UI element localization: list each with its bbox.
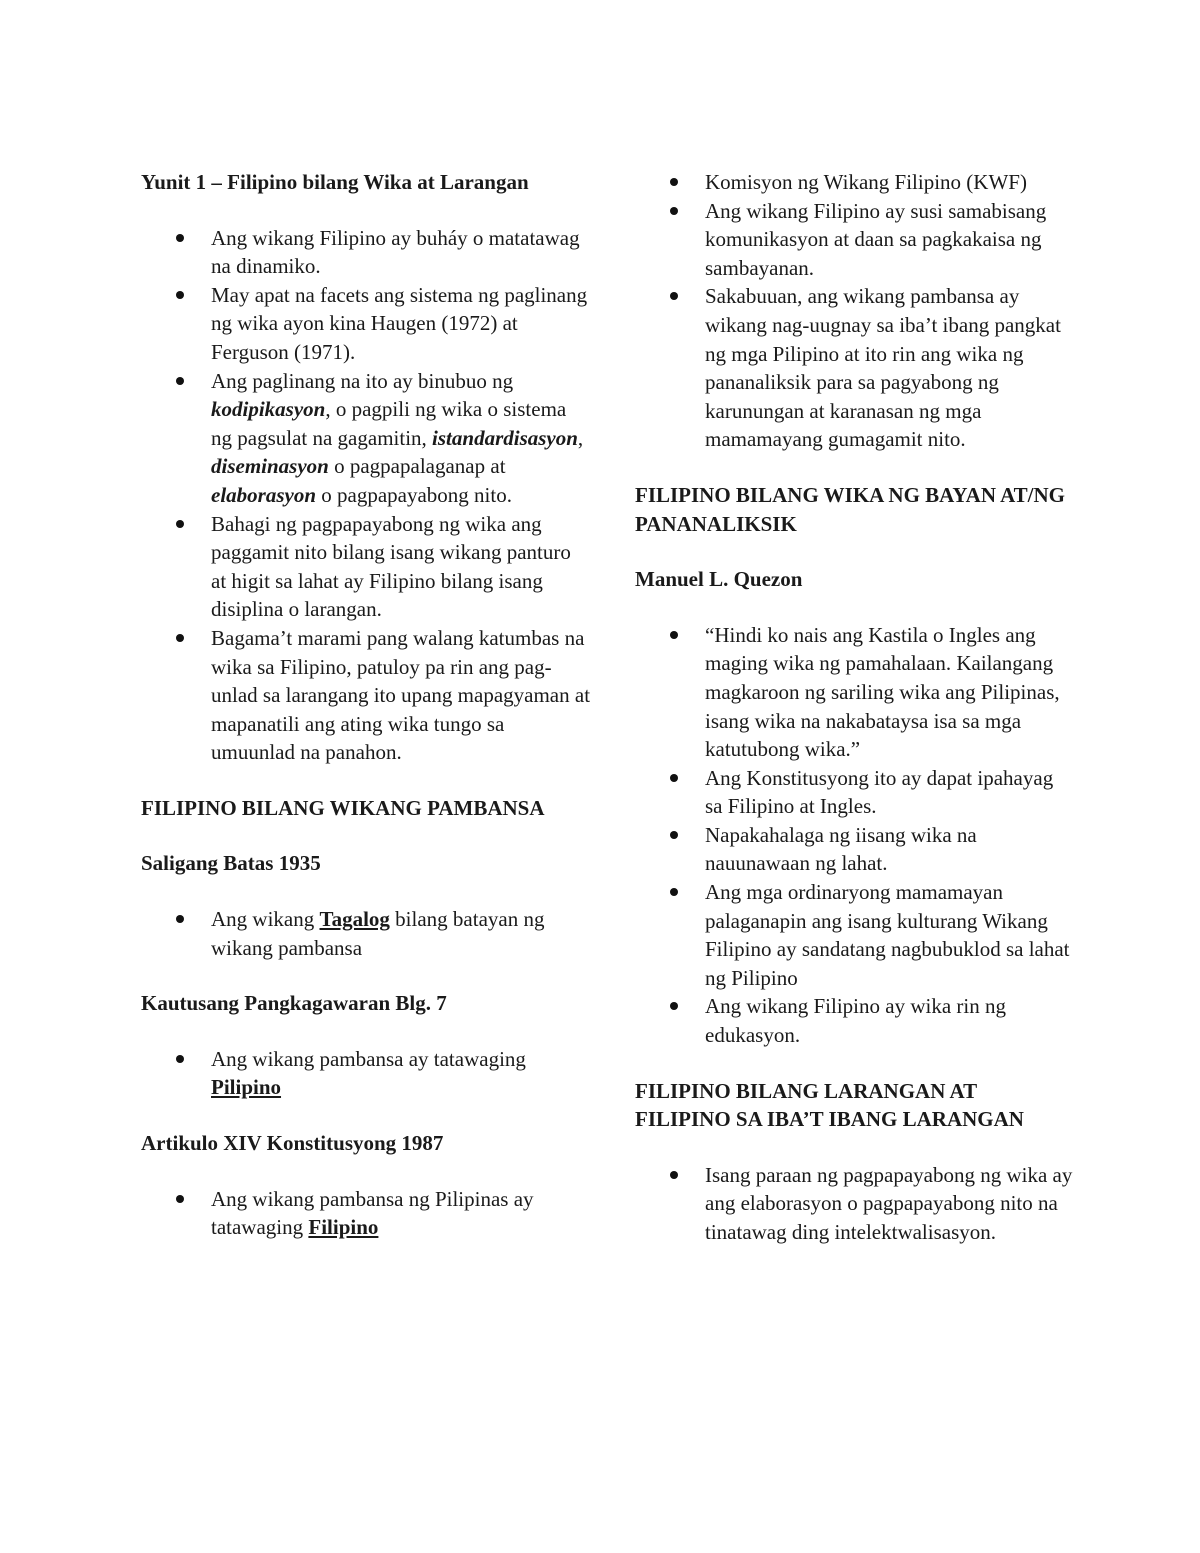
text-run: , o pagpili ng wika o sistema ng pagsulat na gagamitin,: [211, 397, 567, 450]
list-item-text: May apat na facets ang sistema ng paglinang ng wika ayon kina Haugen (1972) at Ferguson (1971).: [211, 282, 588, 364]
bullet-icon: [176, 915, 184, 923]
list-item-text: Bahagi ng pagpapayabong ng wika ang paggamit nito bilang isang wikang panturo at higit sa lahat ay Filipino bilang isang disiplina o larangan.: [211, 511, 571, 622]
list-item: [635, 821, 1075, 878]
left-column: [141, 168, 591, 1242]
list-item: [635, 282, 1075, 454]
bullet-icon: [670, 178, 678, 186]
list-item: [635, 168, 1075, 197]
text-run: ,: [577, 425, 584, 450]
list-item-text: Sakabuuan, ang wikang pambansa ay wikang nag-uugnay sa iba’t ibang pangkat ng mga Pilipino at ito rin ang wika ng pananaliksik para sa pagyabong ng karunungan at karanasan ng mga mamamayang gumagamit nito.: [705, 284, 1061, 452]
list-item: [141, 224, 591, 281]
text-run: bilang batayan ng wikang pambansa: [211, 907, 545, 960]
kautusan-bullet-list: [141, 1045, 591, 1102]
list-item-text: Ang wikang Filipino ay susi samabisang komunikasyon at daan sa pagkakaisa ng sambayanan.: [705, 198, 1047, 280]
term-kodipikasyon: kodipikasyon: [211, 397, 326, 422]
list-item-text: [211, 1047, 526, 1100]
section-heading-wikang-pambansa: FILIPINO BILANG WIKANG PAMBANSA: [141, 795, 545, 820]
term-tagalog: Tagalog: [319, 907, 390, 932]
list-item-text: Komisyon ng Wikang Filipino (KWF): [705, 170, 1027, 194]
term-pilipino: Pilipino: [211, 1075, 282, 1100]
list-item: [635, 197, 1075, 283]
list-item-text: [211, 907, 544, 960]
list-item-text: Ang mga ordinaryong mamamayan palaganapin ang isang kulturang Wikang Filipino ay sandatang nagbubuklod sa lahat ng Pilipino: [705, 880, 1070, 990]
artikulo-bullet-list: [141, 1185, 591, 1242]
bullet-icon: [176, 291, 184, 299]
bullet-icon: [670, 774, 678, 782]
subheading-kautusang-pangkagawaran: Kautusang Pangkagawaran Blg. 7: [141, 991, 447, 1016]
subheading-artikulo-xiv: Artikulo XIV Konstitusyong 1987: [141, 1131, 444, 1156]
list-item: [141, 367, 591, 510]
list-item-text: [211, 1187, 534, 1240]
text-run: Ang paglinang na ito ay binubuo ng: [211, 368, 514, 393]
list-item-text: [211, 369, 583, 507]
text-run: o pagpapayabong nito.: [316, 482, 512, 507]
list-item: [141, 1045, 591, 1102]
bullet-icon: [176, 234, 184, 242]
list-item-text: Napakahalaga ng iisang wika na nauunawaan ng lahat.: [705, 822, 977, 876]
text-run: Ang wikang pambansa ng Pilipinas ay tatawaging: [211, 1186, 534, 1240]
section-heading-wika-ng-bayan: FILIPINO BILANG WIKA NG BAYAN AT/NG PANANALIKSIK: [635, 482, 1066, 536]
subheading-saligang-batas: Saligang Batas 1935: [141, 851, 321, 876]
list-item: [635, 992, 1075, 1049]
section-heading-larangan: FILIPINO BILANG LARANGAN AT FILIPINO SA IBA’T IBANG LARANGAN: [635, 1078, 1024, 1132]
list-item-text: Isang paraan ng pagpapayabong ng wika ay ang elaborasyon o pagpapayabong nito na tinatawag ding intelektwalisasyon.: [705, 1162, 1073, 1244]
list-item: [635, 764, 1075, 821]
term-diseminasyon: diseminasyon: [211, 454, 329, 479]
list-item: [635, 621, 1075, 764]
list-item-text: Ang wikang Filipino ay wika rin ng edukasyon.: [705, 994, 1006, 1048]
bullet-icon: [670, 1002, 678, 1010]
bullet-icon: [670, 207, 678, 215]
list-item: [141, 905, 591, 962]
list-item: [141, 1185, 591, 1242]
list-item-text: Ang Konstitusyong ito ay dapat ipahayag sa Filipino at Ingles.: [705, 765, 1054, 819]
list-item-text: Ang wikang Filipino ay buháy o matatawag na dinamiko.: [211, 225, 580, 279]
bullet-icon: [670, 831, 678, 839]
list-item-text: “Hindi ko nais ang Kastila o Ingles ang maging wika ng pamahalaan. Kailangang magkaroon ng sariling wika ang Pilipinas, isang wika na nakabataysa isa sa mga katutubong wika.”: [705, 622, 1060, 762]
bullet-icon: [176, 634, 184, 642]
text-run: Ang wikang pambansa ay tatawaging: [211, 1046, 526, 1071]
bullet-icon: [176, 520, 184, 528]
saligang-bullet-list: [141, 905, 591, 962]
bullet-icon: [670, 631, 678, 639]
larangan-bullet-list: [635, 1161, 1075, 1247]
term-istandardisasyon: istandardisasyon: [432, 425, 578, 450]
list-item: [635, 1161, 1075, 1247]
list-item-text: Bagama’t marami pang walang katumbas na wika sa Filipino, patuloy pa rin ang pag-unlad sa larangang ito upang mapagyaman at mapanatili ang ating wika tungo sa umuunlad na panahon.: [211, 625, 591, 765]
list-item: [141, 281, 591, 367]
bullet-icon: [176, 1195, 184, 1203]
bullet-icon: [176, 1055, 184, 1063]
list-item: [635, 878, 1075, 992]
bullet-icon: [670, 292, 678, 300]
bullet-icon: [670, 1171, 678, 1179]
term-filipino: Filipino: [308, 1215, 379, 1240]
list-item: [141, 510, 591, 624]
text-run: o pagpapalaganap at: [328, 454, 506, 479]
subheading-manuel-quezon: Manuel L. Quezon: [635, 567, 803, 592]
bullet-icon: [176, 377, 184, 385]
quezon-bullet-list: [635, 621, 1075, 1050]
intro-bullet-list: [141, 224, 591, 767]
list-item: [141, 624, 591, 767]
right-column: [635, 168, 1075, 1247]
bullet-icon: [670, 888, 678, 896]
text-run: Ang wikang: [211, 907, 320, 932]
term-elaborasyon: elaborasyon: [211, 482, 316, 507]
top-bullet-list: [635, 168, 1075, 454]
unit-title: Yunit 1 – Filipino bilang Wika at Larangan: [141, 170, 529, 194]
